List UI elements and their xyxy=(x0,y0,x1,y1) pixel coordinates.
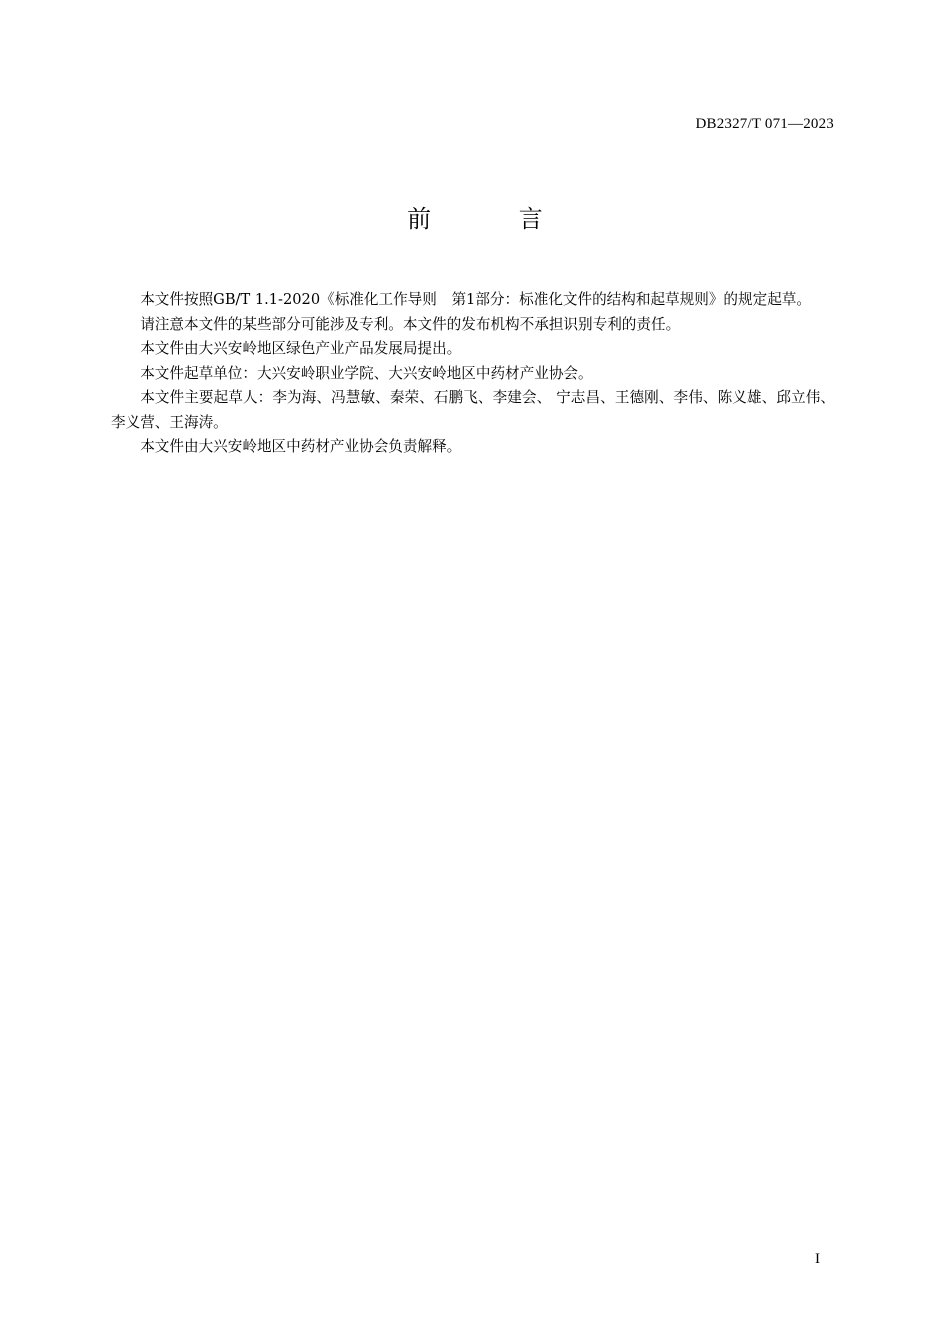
page-title: 前 言 xyxy=(407,205,583,233)
page-number: I xyxy=(815,1251,820,1267)
foreword-body xyxy=(111,288,835,460)
paragraph-patent-notice: 请注意本文件的某些部分可能涉及专利。本文件的发布机构不承担识别专利的责任。 xyxy=(140,315,681,333)
paragraph-drafters: 本文件主要起草人：李为海、冯慧敏、秦荣、石鹏飞、李建会、 宁志昌、王德刚、李伟、陈义雄、邱立伟、李义营、王海涛。 xyxy=(111,389,835,431)
document-code: DB2327/T 071—2023 xyxy=(695,116,834,132)
paragraph-drafting-units: 本文件起草单位：大兴安岭职业学院、大兴安岭地区中药材产业协会。 xyxy=(140,364,593,382)
paragraph-drafting-basis: 本文件按照GB/T 1.1-2020《标准化工作导则 第1部分：标准化文件的结构和起草规则》的规定起草。 xyxy=(140,291,811,308)
paragraph-proposer: 本文件由大兴安岭地区绿色产业产品发展局提出。 xyxy=(140,340,462,357)
paragraph-interpretation: 本文件由大兴安岭地区中药材产业协会负责解释。 xyxy=(140,438,462,455)
